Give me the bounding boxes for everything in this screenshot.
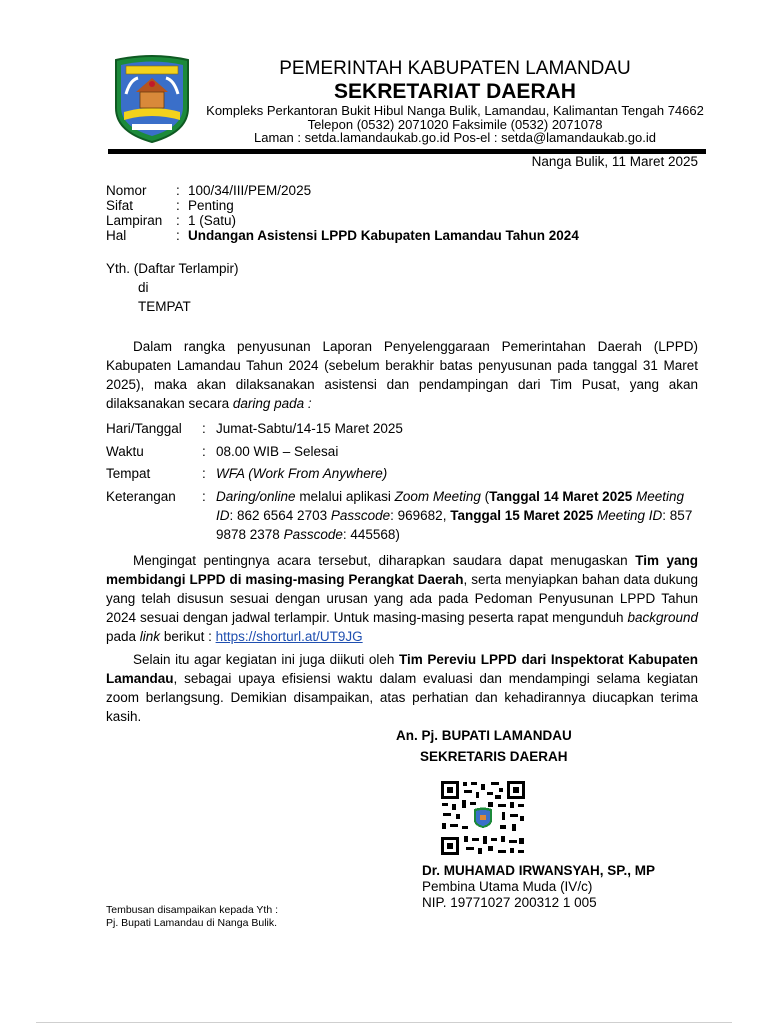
signature-title-2: SEKRETARIS DAERAH — [420, 749, 568, 764]
letterhead-address: Kompleks Perkantoran Bukit Hibul Nanga Bulik, Lamandau, Kalimantan Tengah 74662 — [206, 103, 704, 118]
carbon-copy — [106, 904, 278, 930]
recipient-block — [106, 259, 239, 316]
letterhead-web: Laman : setda.lamandaukab.go.id Pos-el : setda@lamandaukab.go.id — [253, 130, 656, 145]
meta-value: Penting — [188, 198, 234, 213]
body-paragraph-3: Selain itu agar kegiatan ini juga diikuti oleh Tim Pereviu LPPD dari Inspektorat Kabupaten Lamandau, sebagai upaya efisiensi waktu dalam evaluasi dan mendampingi selama kegiatan zoom berlangsung. Demikian disampaikan, atas perhatian dan kehadirannya diucapkan terima kasih. — [106, 652, 698, 724]
letter-date: Nanga Bulik, 11 Maret 2025 — [531, 154, 698, 169]
meta-value: 100/34/III/PEM/2025 — [188, 183, 312, 198]
letterhead-office-name: SEKRETARIAT DAERAH — [334, 80, 576, 103]
letterhead-government-name: PEMERINTAH KABUPATEN LAMANDAU — [279, 58, 631, 79]
meta-key: Nomor — [106, 183, 147, 198]
cc-line-1: Tembusan disampaikan kepada Yth : — [106, 904, 278, 916]
detail-row-place: Tempat : WFA (Work From Anywhere) — [106, 466, 388, 481]
background-download-link[interactable]: https://shorturl.at/UT9JG — [215, 629, 363, 644]
signatory-nip: NIP. 19771027 200312 1 005 — [422, 895, 597, 910]
cc-line-2: Pj. Bupati Lamandau di Nanga Bulik. — [106, 917, 278, 929]
signature-block — [422, 863, 655, 911]
meta-subject: Undangan Asistensi LPPD Kabupaten Lamandau Tahun 2024 — [188, 228, 579, 243]
meta-row-hal: Hal : Undangan Asistensi LPPD Kabupaten Lamandau Tahun 2024 — [106, 228, 579, 243]
recipient-di: di — [138, 280, 149, 295]
meta-row-nomor: Nomor : 100/34/III/PEM/2025 — [106, 183, 312, 198]
detail-row-time: Waktu : 08.00 WIB – Selesai — [106, 443, 339, 459]
letterhead-phone: Telepon (0532) 2071020 Faksimile (0532) 2071078 — [307, 117, 603, 132]
recipient-place: TEMPAT — [138, 299, 191, 314]
letter-meta — [106, 183, 579, 243]
body-paragraph-2: Mengingat pentingnya acara tersebut, diharapkan saudara dapat menugaskan Tim yang membidangi LPPD di masing-masing Perangkat Daerah, serta menyiapkan bahan data dukung yang telah disusun sesuai dengan urusan yang ada pada Pedoman Penyusunan LPPD Tahun 2024 sesuai dengan jadwal terlampir. Untuk masing-masing peserta rapat mengunduh background pada link berikut : https://shorturl.at/UT9JG — [106, 553, 699, 644]
recipient-yth: Yth. (Daftar Terlampir) — [106, 261, 239, 276]
page-bottom-divider — [36, 1022, 732, 1023]
meta-key: Lampiran — [106, 213, 163, 228]
meta-row-sifat: Sifat : Penting — [106, 198, 234, 213]
body-paragraph-1: Dalam rangka penyusunan Laporan Penyelenggaraan Pemerintahan Daerah (LPPD) Kabupaten Lamandau Tahun 2024 (sebelum berakhir batas penyusunan pada tanggal 31 Maret 2025), maka akan dilaksanakan asistensi dan pendampingan dari Tim Pusat, yang akan dilaksanakan secara daring pada : — [106, 339, 698, 411]
signature-title-1: An. Pj. BUPATI LAMANDAU — [396, 728, 572, 743]
detail-notes-value: Daring/online melalui aplikasi Zoom Meeting (Tanggal 14 Maret 2025 Meeting ID: 862 6564 2703 Passcode: 969682, Tanggal 15 Maret 2025 Meeting ID: 857 9878 2378 Passcode: 445568) — [216, 488, 693, 542]
meta-row-lampiran: Lampiran : 1 (Satu) — [106, 213, 237, 228]
event-details — [106, 419, 698, 547]
meta-value: 1 (Satu) — [188, 213, 237, 228]
qr-code-icon — [440, 780, 526, 856]
signatory-name: Dr. MUHAMAD IRWANSYAH, SP., MP — [422, 863, 656, 878]
detail-row-date: Hari/Tanggal : Jumat-Sabtu/14-15 Maret 2025 — [106, 421, 403, 436]
detail-row-notes: Keterangan : Daring/online melalui aplikasi Zoom Meeting (Tanggal 14 Maret 2025 Meeting ID: 862 6564 2703 Passcode: 969682, Tanggal 15 Maret 2025 Meeting ID: 857 9878 2378 Passcode: 445568) — [106, 487, 698, 544]
signatory-rank: Pembina Utama Muda (IV/c) — [422, 879, 593, 894]
regency-emblem-icon — [110, 54, 194, 144]
meta-key: Hal — [106, 228, 127, 243]
meta-key: Sifat — [106, 198, 134, 213]
